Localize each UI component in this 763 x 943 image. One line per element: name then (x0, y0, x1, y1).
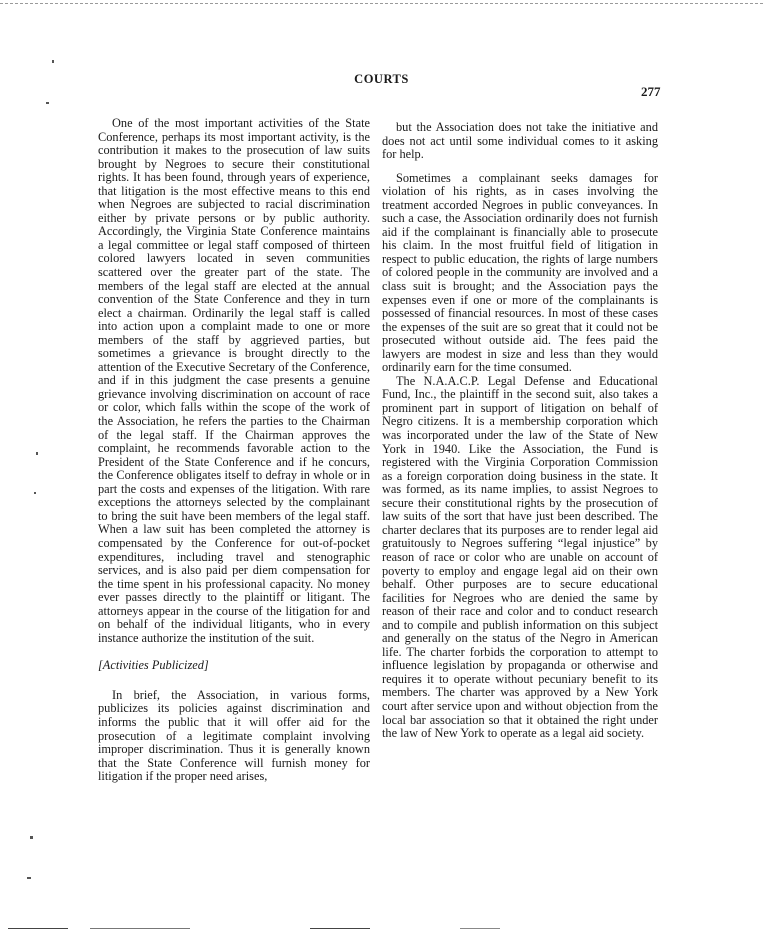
top-border-rule (0, 3, 763, 4)
left-column (98, 117, 370, 784)
paragraph-initiative: but the Association does not take the initiative and does not act until some individual comes to it asking for help. (382, 120, 658, 162)
bottom-scan-rule-left (8, 928, 68, 929)
right-column (382, 121, 658, 741)
section-heading: [Activities Publicized] (98, 658, 209, 673)
paragraph-state-conference: One of the most important activities of the State Conference, perhaps its most important activity, is the contribution it makes to the prosecution of law suits brought by Negroes to secure their constitutional rights. It has been found, through years of experience, that litigation is the most effective means to this end when Negroes are subjected to racial discrimination either by private persons or by public authority. Accordingly, the Virginia State Conference maintains a legal committee or legal staff composed of thirteen colored lawyers located in seven communities scattered over the greater part of the state. The members of the legal staff are elected at the annual convention of the State Conference and they in turn elect a chairman. Ordinarily the legal staff is called into action upon a complaint made to one or more members of the staff by aggrieved parties, but sometimes a grievance is brought directly to the attention of the Executive Secretary of the Conference, and if in this judgment the case presents a genuine grievance involving discrimination on account of race or color, which falls within the scope of the work of the Association, he refers the parties to the Chairman of the legal staff. If the Chairman approves the complaint, he recommends favorable action to the President of the State Conference and if he concurs, the Conference obligates itself to defray in whole or in part the costs and expenses of the litigation. With rare exceptions the attorneys selected by the complainant to bring the suit have been members of the legal staff. When a law suit has been completed the attorney is compensated by the Conference for out-of-pocket expenditures, including travel and stenographic services, and is also paid per diem compensation for the time spent in his professional capacity. No money ever passes directly to the plaintiff or litigant. The attorneys appear in the course of the litigation for and on behalf of the individual litigants, who in every instance authorize the institution of the suit. (98, 116, 370, 645)
paragraph-damages: Sometimes a complainant seeks damages for violation of his rights, as in cases involving the treatment accorded Negroes in public conveyances. In such a case, the Association ordinarily does not furnish aid if the complainant is financially able to prosecute his claim. In the most fruitful field of litigation in respect to public education, the rights of large numbers of colored people in the community are involved and a class suit is brought; and the Association pays the expenses even if one or more of the complainants is possessed of financial resources. In most of these cases the expenses of the suit are so great that it could not be prosecuted without outside aid. The fees paid the lawyers are modest in size and less than they would ordinarily earn for the time consumed. (382, 170, 658, 375)
paragraph-publicity: In brief, the Association, in various forms, publicizes its policies against discrimination and informs the public that it will offer aid for the prosecution of a legitimate complaint involving improper discrimination. Thus it is generally known that the State Conference will furnish money for litigation if the proper need arises, (98, 687, 370, 784)
bottom-scan-rule-center (310, 928, 370, 929)
page-number: 277 (641, 84, 661, 99)
running-head: COURTS (354, 72, 409, 86)
bottom-scan-rule-right (460, 928, 500, 929)
paragraph-legal-defense-fund: The N.A.A.C.P. Legal Defense and Educational Fund, Inc., the plaintiff in the second suit, also takes a prominent part in support of litigation on behalf of Negro citizens. It is a membership corporation which was incorporated under the law of the State of New York in 1940. Like the Association, the Fund is registered with the Virginia Corporation Commission as a foreign corporation doing business in the state. It was formed, as its name implies, to assist Negroes to secure their constitutional rights by the prosecution of law suits of the sort that have just been described. The charter declares that its purposes are to render legal aid gratuitously to Negroes suffering “legal injustice” by reason of race or color who are unable on account of poverty to employ and engage legal aid on their own behalf. Other purposes are to secure educational facilities for Negroes who are denied the same by reason of their race and color and to conduct research and to compile and publish information on this subject and generally on the status of the Negro in American life. The charter forbids the corporation to attempt to influence legislation by propaganda or otherwise and requires it to operate without pecuniary benefit to its members. The charter was approved by a New York court after service upon and without objection from the local bar association so that it obtained the right under the law of New York to operate as a legal aid society. (382, 373, 658, 741)
bottom-scan-rule-middle (90, 928, 190, 929)
